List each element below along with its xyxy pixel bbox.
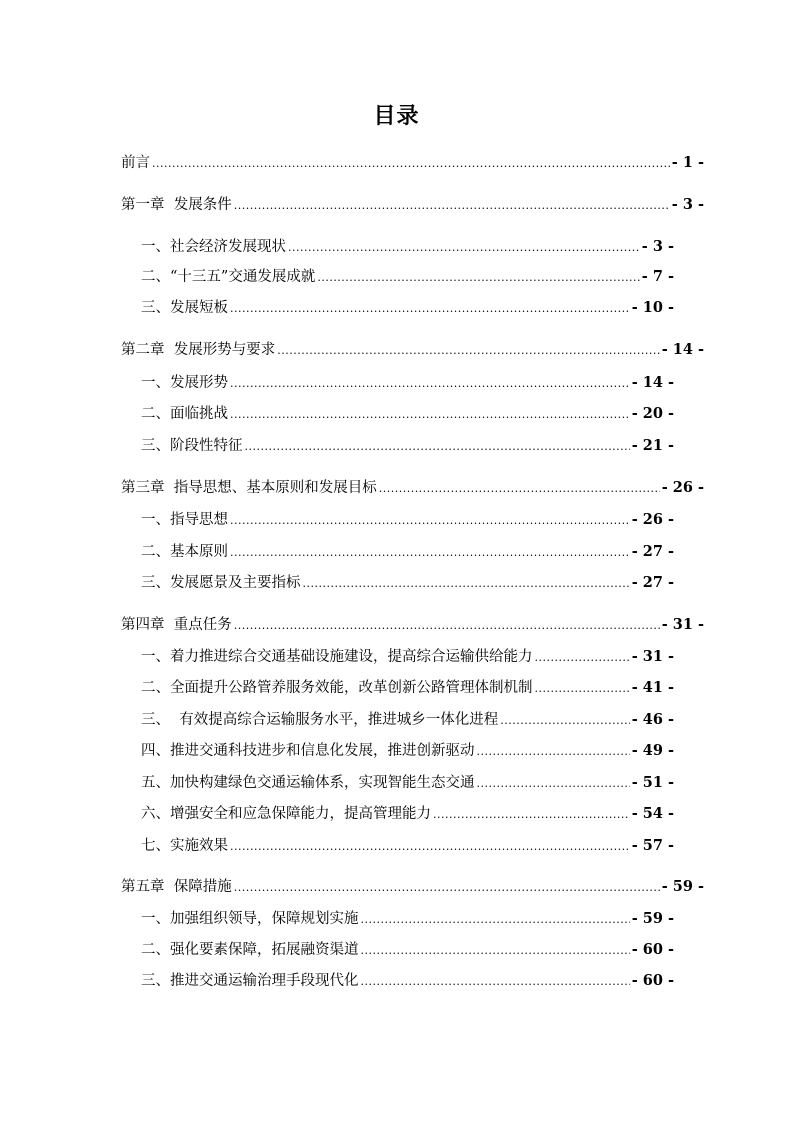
toc-entry-section[interactable] — [141, 828, 674, 856]
toc-entry-page-number: - 27 - — [631, 574, 674, 591]
toc-leader-dots — [230, 836, 630, 856]
toc-entry-label: 三、 有效提高综合运输服务水平，推进城乡一体化进程 — [141, 712, 499, 728]
toc-entry-label: 第四章 重点任务 — [121, 617, 232, 633]
toc-leader-dots — [230, 542, 630, 562]
toc-entry-section[interactable] — [141, 290, 674, 318]
toc-leader-dots — [361, 940, 630, 960]
toc-entry-label: 三、推进交通运输治理手段现代化 — [141, 973, 359, 989]
toc-entry-section[interactable] — [141, 259, 674, 287]
toc-leader-dots — [500, 710, 629, 730]
toc-entry-section[interactable] — [141, 670, 674, 698]
toc-entry-page-number: - 7 - — [641, 268, 674, 285]
toc-entry-section[interactable] — [141, 428, 674, 456]
toc-entry-page-number: - 14 - — [661, 341, 704, 358]
toc-leader-dots — [230, 373, 630, 393]
toc-entry-label: 六、增强安全和应急保障能力，提高管理能力 — [141, 806, 431, 822]
toc-entry-page-number: - 3 - — [671, 196, 704, 213]
toc-entry-label: 三、阶段性特征 — [141, 438, 243, 454]
toc-leader-dots — [361, 971, 630, 991]
toc-entry-label: 三、发展短板 — [141, 300, 228, 316]
toc-entry-page-number: - 1 - — [671, 154, 704, 171]
toc-entry-page-number: - 20 - — [631, 405, 674, 422]
toc-entry-chapter[interactable] — [121, 869, 704, 897]
toc-entry-label: 第二章 发展形势与要求 — [121, 342, 276, 358]
toc-entry-section[interactable] — [141, 229, 674, 257]
toc-entry-page-number: - 31 - — [661, 616, 704, 633]
toc-entry-section[interactable] — [141, 502, 674, 530]
toc-leader-dots — [152, 153, 670, 173]
toc-entry-label: 一、加强组织领导，保障规划实施 — [141, 911, 359, 927]
toc-entry-section[interactable] — [141, 901, 674, 929]
toc-leader-dots — [433, 804, 630, 824]
toc-leader-dots — [535, 647, 630, 667]
toc-entry-label: 前言 — [121, 155, 150, 171]
toc-leader-dots — [317, 267, 639, 287]
toc-entry-section[interactable] — [141, 733, 674, 761]
toc-entry-section[interactable] — [141, 396, 674, 424]
toc-title: 目录 — [373, 104, 420, 129]
toc-entry-page-number: - 26 - — [661, 479, 704, 496]
toc-entry-page-number: - 21 - — [631, 437, 674, 454]
toc-leader-dots — [245, 436, 630, 456]
toc-entry-section[interactable] — [141, 565, 674, 593]
toc-entry-chapter[interactable] — [121, 187, 704, 215]
toc-entry-page-number: - 26 - — [631, 511, 674, 528]
toc-leader-dots — [230, 404, 630, 424]
toc-entry-label: 一、指导思想 — [141, 512, 228, 528]
toc-entry-label: 一、发展形势 — [141, 375, 228, 391]
toc-entry-page-number: - 51 - — [631, 774, 674, 791]
toc-entry-label: 二、“十三五”交通发展成就 — [141, 269, 316, 285]
toc-leader-dots — [288, 237, 640, 257]
toc-entry-page-number: - 59 - — [631, 910, 674, 927]
toc-entry-label: 第一章 发展条件 — [121, 197, 232, 213]
toc-entry-section[interactable] — [141, 639, 674, 667]
toc-entry-label: 一、着力推进综合交通基础设施建设，提高综合运输供给能力 — [141, 649, 533, 665]
toc-leader-dots — [477, 773, 630, 793]
toc-entry-page-number: - 46 - — [631, 711, 674, 728]
toc-entry-label: 第五章 保障措施 — [121, 879, 232, 895]
toc-entry-section[interactable] — [141, 796, 674, 824]
toc-entry-label: 一、社会经济发展现状 — [141, 239, 286, 255]
toc-entry-chapter[interactable] — [121, 145, 704, 173]
toc-leader-dots — [379, 478, 660, 498]
toc-entry-section[interactable] — [141, 765, 674, 793]
toc-entry-page-number: - 14 - — [631, 374, 674, 391]
toc-entry-page-number: - 60 - — [631, 972, 674, 989]
toc-entry-chapter[interactable] — [121, 607, 704, 635]
toc-entry-section[interactable] — [141, 534, 674, 562]
toc-leader-dots — [477, 741, 630, 761]
toc-entry-section[interactable] — [141, 702, 674, 730]
toc-entry-section[interactable] — [141, 365, 674, 393]
toc-leader-dots — [230, 298, 630, 318]
toc-entry-label: 二、强化要素保障，拓展融资渠道 — [141, 942, 359, 958]
toc-entry-section[interactable] — [141, 932, 674, 960]
toc-entry-page-number: - 27 - — [631, 543, 674, 560]
toc-leader-dots — [535, 678, 630, 698]
toc-entry-page-number: - 10 - — [631, 299, 674, 316]
toc-entry-page-number: - 54 - — [631, 805, 674, 822]
toc-leader-dots — [361, 909, 630, 929]
toc-leader-dots — [234, 615, 660, 635]
toc-entry-page-number: - 31 - — [631, 648, 674, 665]
toc-leader-dots — [277, 340, 659, 360]
toc-entry-page-number: - 3 - — [641, 238, 674, 255]
toc-leader-dots — [234, 877, 660, 897]
toc-entry-chapter[interactable] — [121, 470, 704, 498]
toc-leader-dots — [303, 573, 630, 593]
toc-entry-label: 二、面临挑战 — [141, 406, 228, 422]
toc-entry-label: 四、推进交通科技进步和信息化发展，推进创新驱动 — [141, 743, 475, 759]
toc-entry-page-number: - 49 - — [631, 742, 674, 759]
toc-leader-dots — [230, 510, 630, 530]
toc-entry-page-number: - 41 - — [631, 679, 674, 696]
toc-entry-label: 第三章 指导思想、基本原则和发展目标 — [121, 480, 377, 496]
toc-entry-page-number: - 59 - — [661, 878, 704, 895]
toc-entry-section[interactable] — [141, 963, 674, 991]
toc-entry-page-number: - 57 - — [631, 837, 674, 854]
toc-leader-dots — [234, 195, 670, 215]
toc-entry-label: 二、全面提升公路管养服务效能，改革创新公路管理体制机制 — [141, 680, 533, 696]
toc-entry-label: 七、实施效果 — [141, 838, 228, 854]
toc-entry-label: 五、加快构建绿色交通运输体系，实现智能生态交通 — [141, 775, 475, 791]
toc-entry-label: 二、基本原则 — [141, 544, 228, 560]
toc-entry-label: 三、发展愿景及主要指标 — [141, 575, 301, 591]
toc-entry-page-number: - 60 - — [631, 941, 674, 958]
toc-entry-chapter[interactable] — [121, 332, 704, 360]
